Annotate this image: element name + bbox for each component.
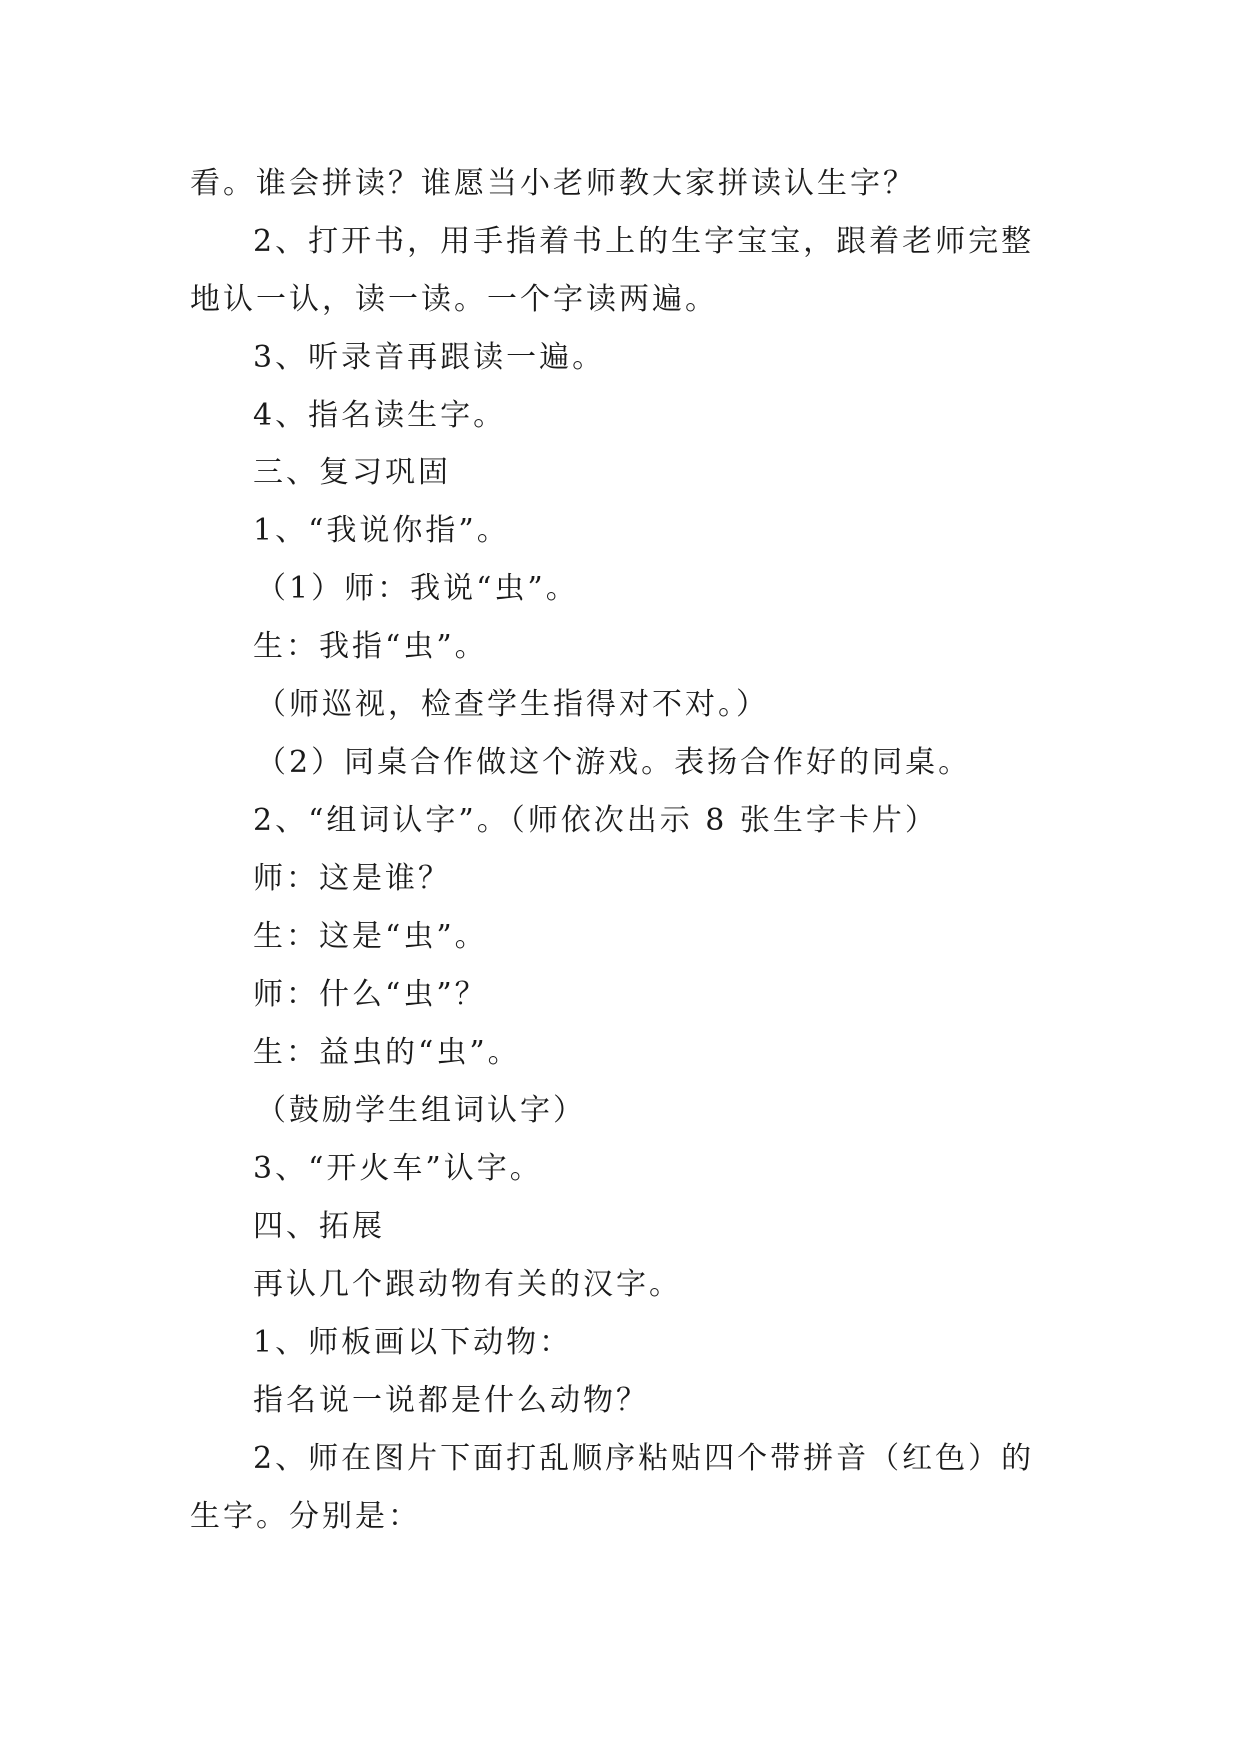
text-line: （鼓励学生组词认字） (256, 1093, 586, 1128)
section-heading: 四、拓展 (253, 1209, 385, 1244)
text-line: 生：这是“虫”。 (253, 919, 488, 954)
text-line: 看。谁会拼读？谁愿当小老师教大家拼读认生字？ (190, 166, 916, 201)
text-line: 指名说一说都是什么动物？ (253, 1383, 649, 1418)
text-line: 1、“我说你指”。 (253, 513, 510, 548)
text-line: 4、指名读生字。 (253, 398, 507, 433)
text-line: 3、听录音再跟读一遍。 (253, 340, 606, 375)
text-line: （师巡视，检查学生指得对不对。） (256, 687, 769, 722)
text-line: 2、师在图片下面打乱顺序粘贴四个带拼音（红色）的 (253, 1441, 1035, 1476)
section-heading: 三、复习巩固 (253, 455, 451, 490)
text-line: 师：什么“虫”？ (253, 977, 488, 1012)
text-line: 师：这是谁？ (253, 861, 451, 896)
text-line: 生字。分别是： (190, 1499, 421, 1534)
text-line: 地认一认，读一读。一个字读两遍。 (190, 282, 718, 317)
text-line: （2）同桌合作做这个游戏。表扬合作好的同桌。 (256, 745, 972, 780)
text-line: 生：益虫的“虫”。 (253, 1035, 521, 1070)
text-line: 2、“组词认字”。（师依次出示 8 张生字卡片） (253, 803, 938, 838)
text-line: 再认几个跟动物有关的汉字。 (253, 1267, 682, 1302)
text-line: 1、师板画以下动物： (253, 1325, 573, 1360)
text-line: 2、打开书，用手指着书上的生字宝宝，跟着老师完整 (253, 224, 1035, 259)
text-line: （1）师：我说“虫”。 (256, 571, 579, 606)
text-line: 生：我指“虫”。 (253, 629, 488, 664)
text-line: 3、“开火车”认字。 (253, 1151, 543, 1186)
